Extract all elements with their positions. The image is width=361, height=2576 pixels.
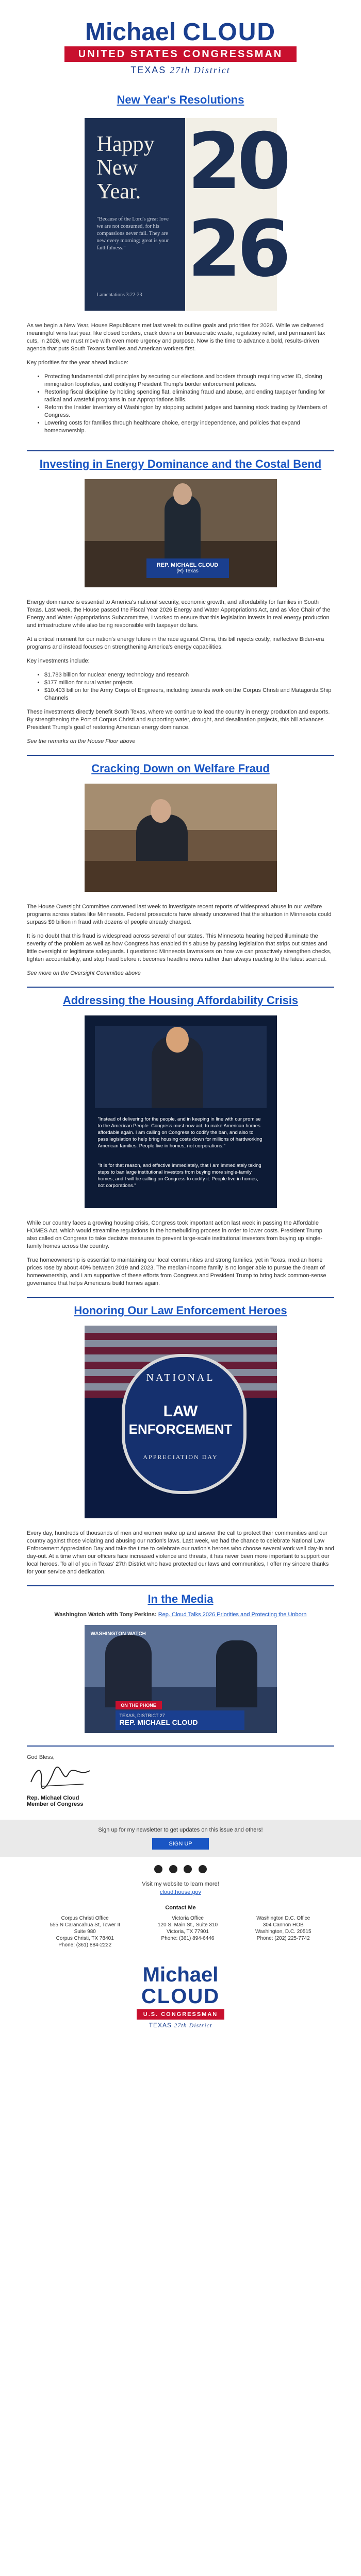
caption-party: (R) Texas bbox=[176, 568, 199, 574]
media-line bbox=[27, 1611, 334, 1619]
instagram-icon[interactable] bbox=[184, 1865, 192, 1873]
office-phone: Phone: (202) 225-7742 bbox=[256, 1936, 310, 1941]
signup-text: Sign up for my newsletter to get updates on this issue and others! bbox=[98, 1827, 263, 1833]
caption-name: REP. MICHAEL CLOUD bbox=[156, 562, 219, 568]
logo-first-name: Michael bbox=[85, 19, 176, 46]
office-address: 304 Cannon HOB bbox=[262, 1922, 304, 1928]
energy-paragraph: Energy dominance is essential to America's national security, economic growth, and affordability for families in South Texas. Last week, the House passed the Fiscal Year 2026 Energy and Water Appropriations Act, and as Vice Chair of the Energy and Water Appropriations Subcommittee, I worked to ensure that this legislation invests in real energy production and infrastructure while also being responsible with taxpayer dollars. bbox=[27, 599, 331, 629]
energy-list-lead: Key investments include: bbox=[27, 658, 90, 664]
section-title-welfare[interactable]: Cracking Down on Welfare Fraud bbox=[91, 762, 270, 775]
list-item: • $1.783 billion for nuclear energy technology and research bbox=[44, 671, 334, 679]
year-digits-top: 20 bbox=[187, 117, 287, 207]
guest-role: TEXAS, DISTRICT 27 bbox=[119, 1713, 165, 1718]
office-address: Washington, D.C. 20515 bbox=[255, 1929, 311, 1935]
facebook-icon[interactable] bbox=[154, 1865, 162, 1873]
new-year-intro: As we begin a New Year, House Republicans met last week to outline goals and priorities for 2026. While we delivered meaningful wins last year, like closed borders, crack downs on bureaucratic waste, regulatory relief, and permanent tax cuts, in 2026, we must move with even more urgency and purpose. Now is the time to advance a bold, results-driven agenda that puts South Texans families and American workers first. bbox=[27, 323, 325, 352]
footer-logo-band: U.S. CONGRESSMAN bbox=[137, 2009, 224, 2020]
badge-text-bottom: APPRECIATION DAY bbox=[143, 1453, 218, 1461]
logo-band: UNITED STATES CONGRESSMAN bbox=[64, 46, 297, 62]
logo-district-number: 27th District bbox=[170, 65, 231, 75]
logo-last-name: CLOUD bbox=[183, 19, 276, 46]
law-paragraph: Every day, hundreds of thousands of men and women wake up and answer the call to protect their communities and our country against those violating and abusing our nation's laws. Last week, we had the chance to celebrate National Law Enforcement Appreciation Day and take the time to celebrate our nation's heroes who choose several work well day-in and day-out. At a time when our officers face increased violence and threats, it has never been more important to support our local heroes. To all of you in Texas' 27th District who have protected our laws and communities, I offer my sincere thanks for your service and dedication. bbox=[27, 1530, 334, 1575]
office-washington bbox=[255, 1915, 311, 1948]
housing-quote-text: "Instead of delivering for the people, and in keeping in line with our promise to the American People. Congress must now act, to make American homes affordable again. I am calling on Congress to codify the ban, and also to pass legislation to help bring housing costs down for millions of hardworking American families. People live in homes, not corporations." bbox=[97, 1116, 262, 1149]
president-head bbox=[166, 1027, 189, 1053]
energy-remarks-link[interactable]: See the remarks on the House Floor above bbox=[27, 738, 136, 744]
card-heading-line: New bbox=[96, 156, 138, 180]
list-item: • Restoring fiscal discipline by holding spending flat, eliminating fraud and abuse, and ending taxpayer funding for radical and wasteful programs in our Appropriations bills. bbox=[44, 388, 334, 404]
guest-name: REP. MICHAEL CLOUD bbox=[119, 1718, 198, 1726]
energy-investments-list bbox=[27, 671, 334, 702]
show-badge: WASHINGTON WATCH bbox=[90, 1631, 146, 1637]
website-text: Visit my website to learn more! bbox=[142, 1881, 219, 1887]
website-link[interactable]: cloud.house.gov bbox=[159, 1889, 202, 1895]
signoff-role: Member of Congress bbox=[27, 1801, 84, 1807]
housing-quote-text-2: "It is for that reason, and effective immediately, that I am immediately taking steps to ban large institutional investors from buying more single-family homes, and I will be calling on Congress to codify it. People live in homes, not corporations." bbox=[97, 1163, 261, 1189]
social-icons bbox=[0, 1865, 361, 1876]
office-name: Corpus Christi Office bbox=[61, 1916, 109, 1921]
card-heading-line: Happy bbox=[96, 132, 155, 156]
office-phone: Phone: (361) 894-6446 bbox=[161, 1936, 215, 1941]
badge-text-enforcement: ENFORCEMENT bbox=[128, 1421, 233, 1437]
footer-logo-district bbox=[0, 2022, 361, 2029]
section-title-energy[interactable]: Investing in Energy Dominance and the Costal Bend bbox=[39, 457, 322, 470]
speaker-head bbox=[151, 799, 171, 823]
housing-paragraph: While our country faces a growing housing crisis, Congress took important action last week in passing the Affordable HOMES Act, which would streamline regulations in the homebuilding process in order to lower costs. President Trump also called on Congress to take decisive measures to prevent large-scale institutional investors from buying up single-family homes across the country. bbox=[27, 1220, 322, 1249]
office-name: Washington D.C. Office bbox=[256, 1916, 310, 1921]
office-corpus-christi bbox=[50, 1915, 120, 1948]
list-item: • $177 million for rural water projects bbox=[44, 679, 334, 687]
section-title-new-year[interactable]: New Year's Resolutions bbox=[117, 93, 244, 106]
host-figure bbox=[105, 1635, 152, 1707]
welfare-video-thumbnail[interactable] bbox=[85, 784, 277, 892]
section-title-law-enforcement[interactable]: Honoring Our Law Enforcement Heroes bbox=[74, 1304, 287, 1317]
list-item: • Reform the Insider Inventory of Washington by stopping activist judges and banning stock trading by Members of Congress. bbox=[44, 404, 334, 419]
signup-button[interactable]: SIGN UP bbox=[152, 1838, 209, 1850]
office-list bbox=[0, 1915, 361, 1948]
lower-third-caption bbox=[146, 558, 229, 578]
section-title-housing[interactable]: Addressing the Housing Affordability Crisis bbox=[62, 994, 299, 1007]
welfare-paragraph: The House Oversight Committee convened last week to investigate recent reports of widespread abuse in our welfare programs across states like Minnesota. Federal prosecutors have already uncovered that the situation in Minnesota could surpass $9 billion in fraud with dozens of people already charged. bbox=[27, 904, 332, 925]
housing-quote-image bbox=[85, 1015, 277, 1208]
welfare-oversight-link[interactable]: See more on the Oversight Committee above bbox=[27, 970, 141, 976]
dais bbox=[85, 861, 277, 892]
guest-figure bbox=[216, 1640, 257, 1707]
signoff-greeting: God Bless, bbox=[27, 1754, 55, 1760]
signature bbox=[27, 1761, 94, 1792]
office-phone: Phone: (361) 884-2222 bbox=[58, 1942, 112, 1948]
office-address: 120 S. Main St., Suite 310 bbox=[157, 1922, 218, 1928]
signup-block bbox=[0, 1820, 361, 1857]
lower-third bbox=[116, 1710, 244, 1730]
list-item: • Lowering costs for families through healthcare choice, energy independence, and policies that expand homeownership. bbox=[44, 419, 334, 435]
new-year-image bbox=[85, 117, 287, 311]
footer-district-number: 27th District bbox=[174, 2022, 212, 2029]
media-video-thumbnail[interactable] bbox=[85, 1625, 277, 1733]
footer-district-prefix: TEXAS bbox=[149, 2022, 172, 2029]
badge-text-top: NATIONAL bbox=[146, 1372, 215, 1383]
energy-video-thumbnail[interactable] bbox=[85, 479, 277, 587]
header-logo[interactable] bbox=[0, 0, 361, 76]
energy-paragraph: These investments directly benefit South Texas, where we continue to lead the country in energy production and exports. By strengthening the Port of Corpus Christi and supporting water, drought, and desalination projects, this bill advances President Trump's goal of restoring American energy dominance. bbox=[27, 709, 330, 731]
signoff bbox=[0, 1754, 361, 1807]
new-year-priorities-list bbox=[27, 373, 334, 435]
card-heading-line: Year. bbox=[96, 180, 141, 204]
badge-text-law: LAW bbox=[163, 1403, 198, 1420]
media-show-name: Washington Watch with Tony Perkins: bbox=[54, 1612, 157, 1618]
footer-logo-last-name: CLOUD bbox=[141, 1985, 220, 2008]
year-digits bbox=[187, 117, 287, 294]
list-item: • $10.403 billion for the Army Corps of Engineers, including towards work on the Corpus Christi and Matagorda Ship Channels bbox=[44, 687, 334, 702]
office-name: Victoria Office bbox=[172, 1916, 204, 1921]
x-icon[interactable] bbox=[169, 1865, 177, 1873]
office-address: Suite 980 bbox=[74, 1929, 96, 1935]
section-title-media[interactable]: In the Media bbox=[147, 1592, 214, 1605]
energy-paragraph: At a critical moment for our nation's energy future in the race against China, this bill rejects costly, ineffective Biden-era programs and instead focuses on strengthening America's energy capabilities. bbox=[27, 636, 324, 650]
logo-district bbox=[0, 65, 361, 76]
office-address: Corpus Christi, TX 78401 bbox=[56, 1936, 114, 1941]
year-digits-bottom: 26 bbox=[187, 205, 287, 294]
youtube-icon[interactable] bbox=[199, 1865, 207, 1873]
signoff-name: Rep. Michael Cloud bbox=[27, 1795, 79, 1801]
office-address: Victoria, TX 77901 bbox=[167, 1929, 209, 1935]
new-year-card-quote: "Because of the Lord's great love we are not consumed, for his compassions never fail. They are new every morning; great is your faithfulness." bbox=[96, 216, 169, 251]
office-victoria bbox=[158, 1915, 218, 1948]
office-address: 555 N Carancahua St, Tower II bbox=[50, 1922, 120, 1928]
media-interview-link[interactable]: Rep. Cloud Talks 2026 Priorities and Protecting the Unborn bbox=[158, 1612, 307, 1618]
new-year-list-lead: Key priorities for the year ahead include: bbox=[27, 360, 128, 366]
list-item: • Protecting fundamental civil principles by securing our elections and borders through requiring voter ID, closing immigration loopholes, and codifying President Trump's border enforcement policies. bbox=[44, 373, 334, 388]
new-year-card-heading bbox=[97, 132, 155, 204]
logo-district-prefix: TEXAS bbox=[130, 65, 167, 75]
contact-title: Contact Me bbox=[165, 1905, 196, 1911]
law-enforcement-image bbox=[85, 1326, 277, 1518]
footer-logo-first-name: Michael bbox=[142, 1963, 219, 1986]
logo-name bbox=[0, 20, 361, 45]
new-year-card-cite: Lamentations 3:22-23 bbox=[96, 292, 142, 298]
footer-logo[interactable] bbox=[0, 1964, 361, 2029]
housing-paragraph: True homeownership is essential to maintaining our local communities and strong families, yet in Texas, median home prices rose by about 40% between 2019 and 2023. The median-income family is no longer able to pursue the dream of homeownership, and I am supportive of these efforts from Congress and President Trump to bring back common-sense governance that helps Americans build homes again. bbox=[27, 1257, 326, 1286]
speaker-head bbox=[173, 483, 192, 505]
on-air-badge: ON THE PHONE bbox=[116, 1701, 162, 1709]
welfare-paragraph: It is no doubt that this fraud is widespread across several of our states. This Minnesota hearing helped illuminate the severity of the problem as well as how Congress has enabled this abuse by passing legislation that strips out states and little oversight or legitimate safeguards. I questioned Minnesota lawmakers on how we can proactively strengthen checks, tighten accountability, and stop fraud before it becomes headline news rather than always reacting to the latest scandal. bbox=[27, 933, 332, 962]
